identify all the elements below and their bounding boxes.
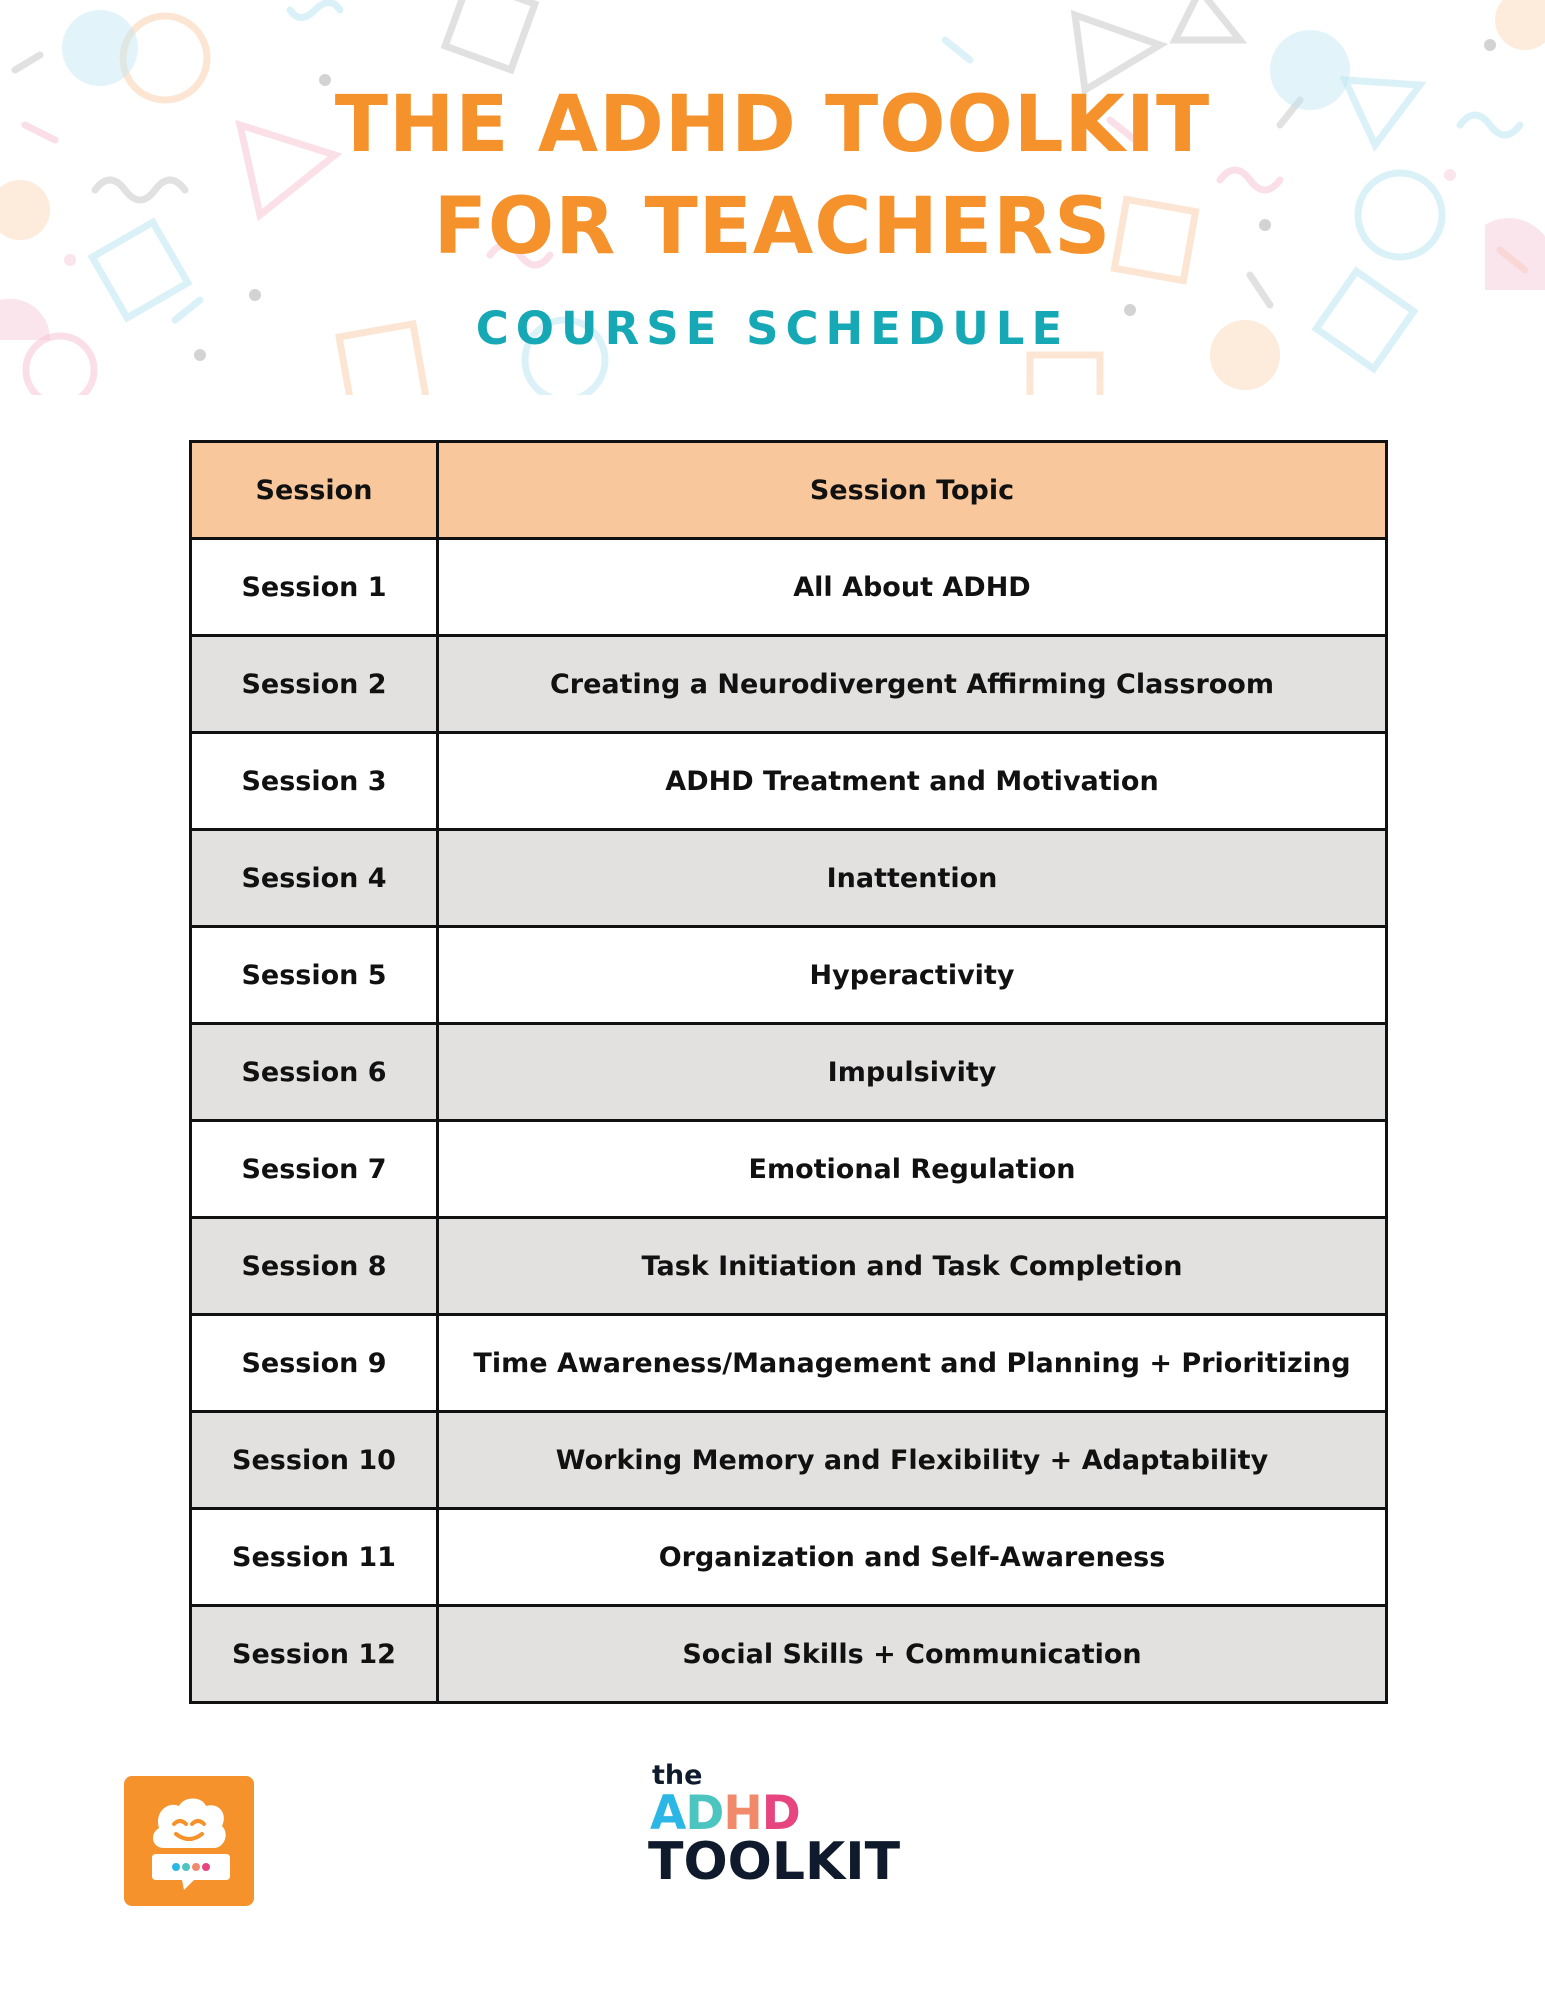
table-row <box>191 733 1387 830</box>
column-header-topic: Session Topic <box>438 442 1387 539</box>
session-cell: Session 2 <box>191 636 438 733</box>
logo-letter-d: D <box>685 1786 724 1841</box>
page-subtitle: COURSE SCHEDULE <box>475 302 1070 355</box>
session-cell: Session 6 <box>191 1024 438 1121</box>
logo-letter-h: H <box>723 1786 762 1841</box>
session-cell: Session 12 <box>191 1606 438 1703</box>
session-cell: Session 4 <box>191 830 438 927</box>
table-row <box>191 1315 1387 1412</box>
logo-the: the <box>652 1760 703 1791</box>
table-header-row <box>191 442 1387 539</box>
session-cell: Session 5 <box>191 927 438 1024</box>
topic-cell: Emotional Regulation <box>438 1121 1387 1218</box>
table-row <box>191 1412 1387 1509</box>
table-row <box>191 1509 1387 1606</box>
logo-toolkit: TOOLKIT <box>648 1832 901 1892</box>
topic-cell: Organization and Self-Awareness <box>438 1509 1387 1606</box>
logo-letter-d2: D <box>761 1786 800 1841</box>
topic-cell: Impulsivity <box>438 1024 1387 1121</box>
topic-cell: All About ADHD <box>438 539 1387 636</box>
adhd-toolkit-logo <box>648 1760 908 1892</box>
column-header-session: Session <box>191 442 438 539</box>
table-row <box>191 636 1387 733</box>
logo-letter-a: A <box>650 1786 686 1841</box>
topic-cell: Inattention <box>438 830 1387 927</box>
topic-cell: Creating a Neurodivergent Affirming Classroom <box>438 636 1387 733</box>
session-cell: Session 10 <box>191 1412 438 1509</box>
session-cell: Session 7 <box>191 1121 438 1218</box>
topic-cell: ADHD Treatment and Motivation <box>438 733 1387 830</box>
session-cell: Session 3 <box>191 733 438 830</box>
session-cell: Session 9 <box>191 1315 438 1412</box>
table-row <box>191 1024 1387 1121</box>
topic-cell: Social Skills + Communication <box>438 1606 1387 1703</box>
table-row <box>191 927 1387 1024</box>
table-row <box>191 830 1387 927</box>
topic-cell: Hyperactivity <box>438 927 1387 1024</box>
page-title-line-2: FOR TEACHERS <box>433 182 1112 272</box>
table-row <box>191 1121 1387 1218</box>
table-row <box>191 1606 1387 1703</box>
session-cell: Session 8 <box>191 1218 438 1315</box>
header-banner <box>0 0 1545 395</box>
brain-chat-icon <box>124 1776 254 1906</box>
table-row <box>191 539 1387 636</box>
topic-cell: Task Initiation and Task Completion <box>438 1218 1387 1315</box>
session-cell: Session 11 <box>191 1509 438 1606</box>
table-row <box>191 1218 1387 1315</box>
topic-cell: Working Memory and Flexibility + Adaptability <box>438 1412 1387 1509</box>
page-title-line-1: THE ADHD TOOLKIT <box>334 80 1211 170</box>
topic-cell: Time Awareness/Management and Planning + Prioritizing <box>438 1315 1387 1412</box>
session-cell: Session 1 <box>191 539 438 636</box>
course-schedule-table <box>189 440 1388 1704</box>
